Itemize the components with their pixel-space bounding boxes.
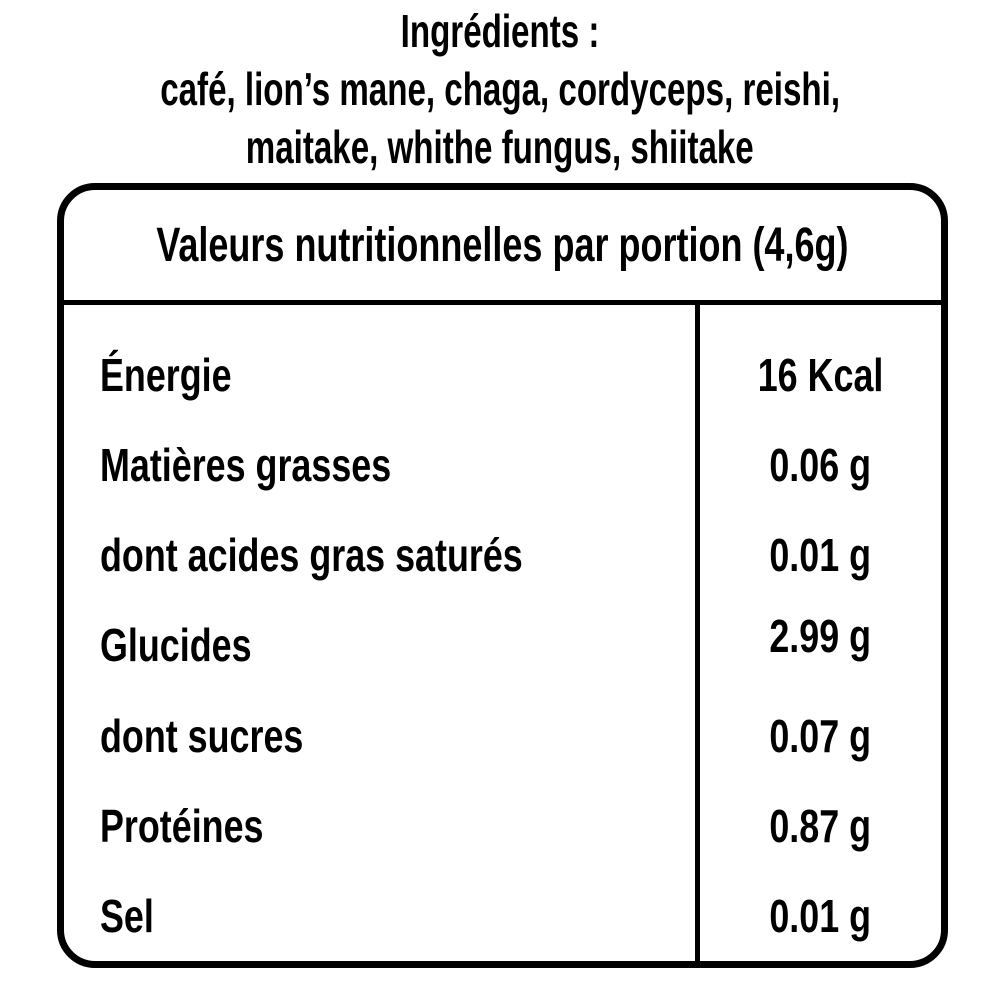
row-value: 0.01 g <box>769 529 872 582</box>
row-label: Protéines <box>100 799 264 852</box>
row-value-cell <box>700 600 941 690</box>
row-value-cell <box>700 330 941 420</box>
row-label-cell <box>64 691 700 781</box>
row-value: 0.06 g <box>769 439 872 492</box>
ingredients-line-2 <box>0 118 1000 176</box>
row-label-cell <box>64 600 700 690</box>
row-label: Matières grasses <box>100 439 392 492</box>
row-label: Glucides <box>100 619 252 672</box>
ingredients-heading <box>0 2 1000 60</box>
nutrition-table-body <box>64 305 941 961</box>
table-row-acides-gras-satures <box>64 510 941 600</box>
table-row-sel <box>64 871 941 961</box>
row-value: 0.07 g <box>769 709 872 762</box>
nutrition-table <box>57 183 948 968</box>
row-value-cell <box>700 420 941 510</box>
row-label: Sel <box>100 889 154 942</box>
ingredients-line-1-text: café, lion’s mane, chaga, cordyceps, reishi, <box>160 63 840 115</box>
row-label-cell <box>64 510 700 600</box>
table-row-glucides <box>64 600 941 690</box>
ingredients-heading-text: Ingrédients : <box>400 5 600 57</box>
nutrition-table-title: Valeurs nutritionnelles par portion (4,6g) <box>156 218 849 272</box>
row-label-cell <box>64 871 700 961</box>
row-label-cell <box>64 781 700 871</box>
table-row-sucres <box>64 691 941 781</box>
nutrition-table-header <box>64 190 941 305</box>
table-row-matieres-grasses <box>64 420 941 510</box>
row-label-cell <box>64 330 700 420</box>
row-value: 16 Kcal <box>757 349 884 402</box>
row-value: 0.01 g <box>769 889 872 942</box>
row-label: dont sucres <box>100 709 304 762</box>
row-label: Énergie <box>100 349 232 402</box>
row-value-cell <box>700 871 941 961</box>
row-value-cell <box>700 781 941 871</box>
table-row-energie <box>64 330 941 420</box>
table-row-proteines <box>64 781 941 871</box>
row-value: 0.87 g <box>769 799 872 852</box>
row-value: 2.99 g <box>769 610 872 663</box>
ingredients-line-2-text: maitake, whithe fungus, shiitake <box>246 121 754 173</box>
row-label-cell <box>64 420 700 510</box>
row-value-cell <box>700 510 941 600</box>
row-label: dont acides gras saturés <box>100 529 523 582</box>
column-divider <box>695 305 700 961</box>
ingredients-section <box>0 2 1000 176</box>
ingredients-line-1 <box>0 60 1000 118</box>
row-value-cell <box>700 691 941 781</box>
